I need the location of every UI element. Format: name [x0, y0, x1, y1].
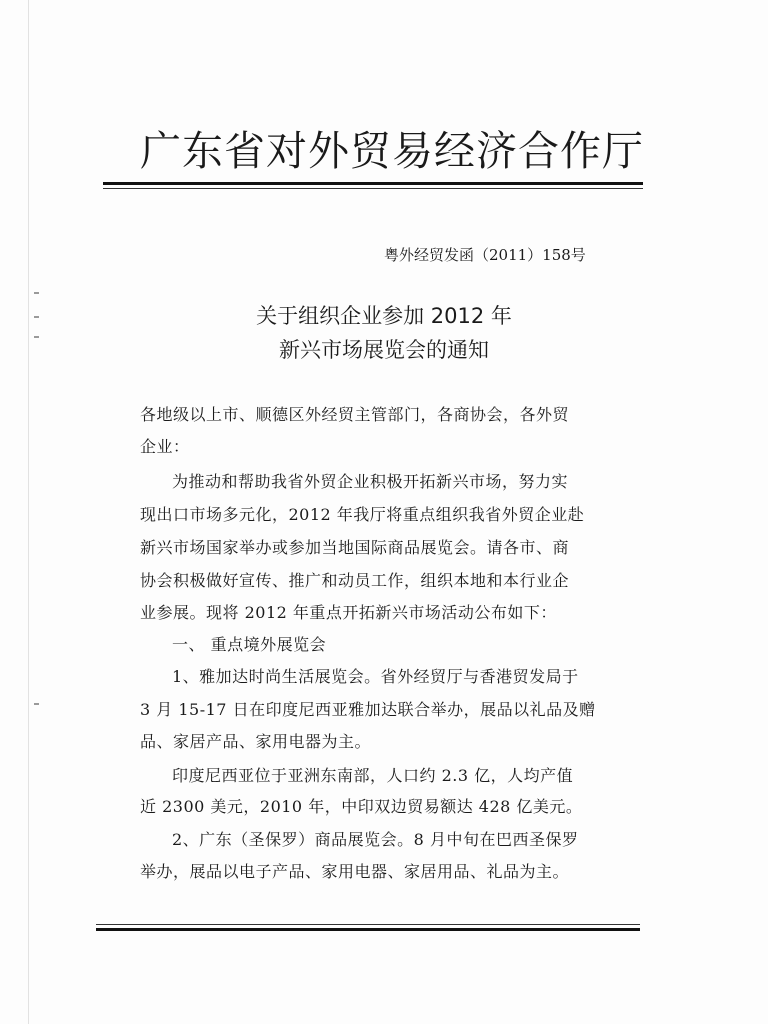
letterhead-rule-thick	[103, 182, 643, 185]
paragraph-line: 为推动和帮助我省外贸企业积极开拓新兴市场，努力实	[172, 472, 569, 491]
letterhead-rule-thin	[103, 188, 643, 189]
paragraph-line: 现出口市场多元化，2012 年我厅将重点组织我省外贸企业赴	[140, 505, 585, 524]
footer-rule-thick	[96, 928, 640, 931]
paragraph-line: 品、家居产品、家用电器为主。	[140, 732, 372, 751]
paragraph-line: 新兴市场国家举办或参加当地国际商品展览会。请各市、商	[140, 538, 570, 557]
paragraph-line: 印度尼西亚位于亚洲东南部，人口约 2.3 亿，人均产值	[172, 766, 574, 785]
scan-margin-line	[28, 0, 29, 1024]
scan-speck	[34, 703, 39, 705]
document-title-line-1: 关于组织企业参加 2012 年	[256, 304, 512, 328]
paragraph-line: 举办，展品以电子产品、家用电器、家居用品、礼品为主。	[140, 862, 570, 881]
addressee-line-1: 各地级以上市、顺德区外经贸主管部门，各商协会，各外贸	[140, 405, 570, 424]
paragraph-line: 近 2300 美元，2010 年，中印双边贸易额达 428 亿美元。	[140, 797, 583, 816]
paragraph-line: 业参展。现将 2012 年重点开拓新兴市场活动公布如下：	[140, 603, 557, 622]
paragraph-line: 3 月 15-17 日在印度尼西亚雅加达联合举办，展品以礼品及赠	[140, 700, 596, 719]
section-heading: 一、 重点境外展览会	[172, 635, 327, 654]
footer-rule-thin	[96, 924, 640, 925]
addressee-line-2: 企业：	[140, 437, 190, 456]
paragraph-line: 协会积极做好宣传、推广和动员工作，组织本地和本行业企	[140, 571, 570, 590]
letterhead-agency-name: 广东省对外贸易经济合作厅	[140, 127, 644, 175]
document-number: 粤外经贸发函（2011）158号	[384, 246, 586, 264]
paragraph-line: 1、雅加达时尚生活展览会。省外经贸厅与香港贸发局于	[172, 667, 579, 686]
document-title-line-2: 新兴市场展览会的通知	[279, 338, 489, 362]
paragraph-line: 2、广东（圣保罗）商品展览会。8 月中旬在巴西圣保罗	[172, 830, 579, 849]
scan-speck	[34, 292, 39, 294]
